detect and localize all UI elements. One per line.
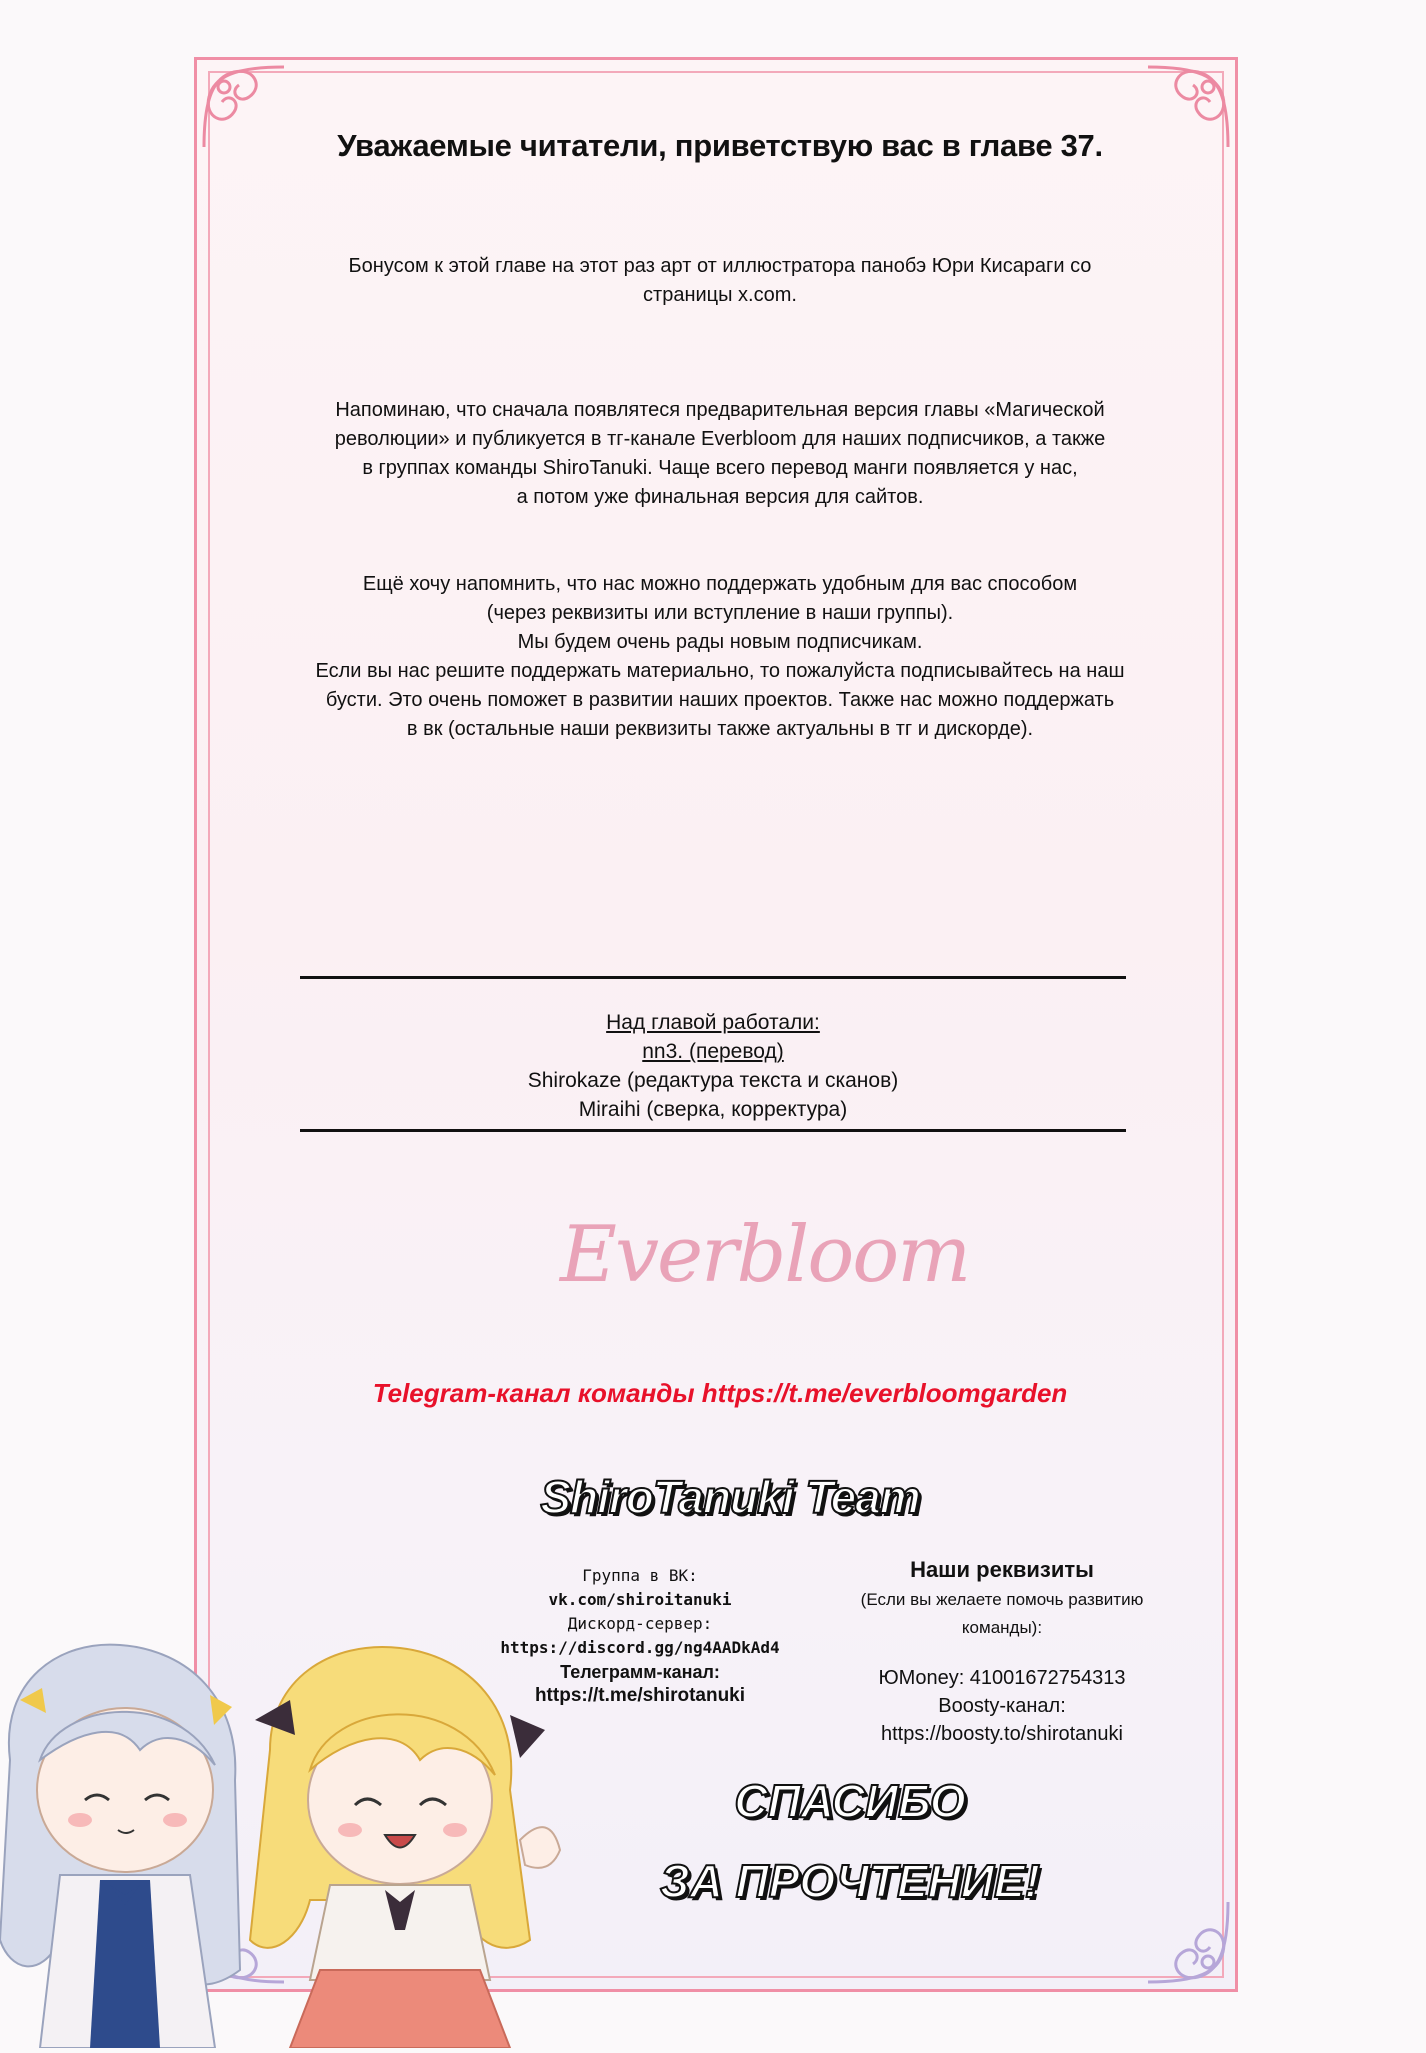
support-line: бусти. Это очень поможет в развитии наших проектов. Также нас можно поддержать	[325, 689, 1115, 711]
corner-ornament-bottom-right	[1138, 1892, 1238, 1992]
support-line: Ещё хочу напомнить, что нас можно поддержать удобным для вас способом	[362, 573, 1078, 595]
credits-heading: Над главой работали:	[606, 1011, 820, 1034]
payment-details-block	[820, 1556, 1184, 1748]
support-paragraph	[300, 570, 1140, 744]
discord-label: Дискорд-сервер:	[567, 1614, 713, 1633]
reminder-line: Напоминаю, что сначала появлятеся предварительная версия главы «Магической	[335, 399, 1105, 421]
boosty-label: Boosty-канал:	[938, 1695, 1066, 1717]
bonus-paragraph	[300, 252, 1140, 310]
yoomoney-details: ЮMoney: 41001672754313	[878, 1667, 1126, 1689]
credits-translator: nn3. (перевод)	[642, 1040, 784, 1063]
bonus-line: страницы x.com.	[643, 284, 797, 306]
payment-heading: Наши реквизиты	[910, 1557, 1094, 1582]
reminder-paragraph	[300, 396, 1140, 512]
credits-proofreader: Miraihi (сверка, корректура)	[578, 1098, 848, 1121]
reminder-line: а потом уже финальная версия для сайтов.	[516, 486, 924, 508]
support-line: Если вы нас решите поддержать материально, то пожалуйста подписывайтесь на наш	[315, 660, 1125, 682]
reminder-line: в группах команды ShiroTanuki. Чаще всего перевод манги появляется у нас,	[362, 457, 1078, 479]
shirotanuki-team-logo: ShiroTanuki Team	[540, 1471, 920, 1523]
bonus-line: Бонусом к этой главе на этот раз арт от иллюстратора панобэ Юри Кисараги со	[348, 255, 1092, 277]
credits-block	[300, 1008, 1126, 1124]
boosty-link[interactable]: https://boosty.to/shirotanuki	[881, 1723, 1123, 1745]
divider-top	[300, 976, 1126, 979]
payment-note: (Если вы желаете помочь развитию команды):	[860, 1590, 1144, 1637]
support-line: в вк (остальные наши реквизиты также актуальны в тг и дискорде).	[406, 718, 1034, 740]
discord-link[interactable]: https://discord.gg/ng4AADkAd4	[500, 1638, 780, 1657]
chibi-characters-illustration	[0, 1640, 600, 2048]
credits-editor: Shirokaze (редактура текста и сканов)	[527, 1069, 899, 1092]
page-title: Уважаемые читатели, приветствую вас в главе 37.	[337, 128, 1103, 163]
divider-bottom	[300, 1129, 1126, 1132]
everbloom-logo: Everbloom	[560, 1210, 970, 1300]
silver-hair-girl-illustration	[0, 1645, 240, 2048]
thanks-line-1: СПАСИБО	[734, 1775, 966, 1827]
blonde-girl-illustration	[250, 1647, 560, 2048]
vk-label: Группа в ВК:	[582, 1566, 698, 1585]
tg-link[interactable]: https://t.me/shirotanuki	[534, 1685, 746, 1706]
support-line: Мы будем очень рады новым подписчикам.	[517, 631, 923, 653]
reminder-line: революции» и публикуется в тг-канале Everbloom для наших подписчиков, а также	[334, 428, 1106, 450]
support-line: (через реквизиты или вступление в наши группы).	[486, 602, 954, 624]
tg-label: Телеграмм-канал:	[560, 1662, 720, 1682]
thanks-line-2: ЗА ПРОЧТЕНИЕ!	[660, 1855, 1040, 1907]
vk-link[interactable]: vk.com/shiroitanuki	[548, 1590, 732, 1609]
telegram-channel-link[interactable]: Telegram-канал команды https://t.me/everbloomgarden	[372, 1378, 1068, 1408]
